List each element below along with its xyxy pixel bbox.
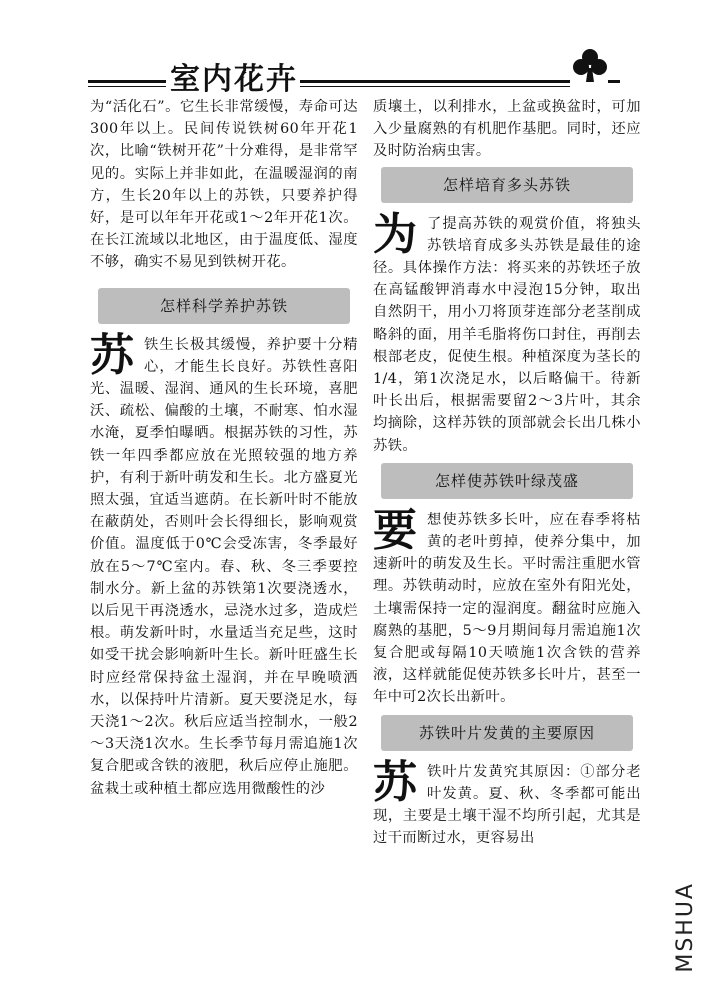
header-line-left-thick (88, 80, 166, 83)
section-heading: 怎样培育多头苏铁 (381, 167, 633, 203)
paragraph-text: 想使苏铁多长叶，应在春季将枯黄的老叶剪掉，使养分集中，加速新叶的萌发及生长。平时需注重肥水管理。苏铁萌动时，应放在室外有阳光处，土壤需保持一定的湿润度。翻盆时应施入腐熟的基肥，5～9月期间每月需追施1次复合肥或每隔10天喷施1次含铁的营养液，这样就能促使苏铁多长叶片，甚至一年中可2次长出新叶。 (373, 511, 641, 706)
paragraph (373, 756, 641, 850)
paragraph (373, 208, 641, 457)
drop-cap: 苏 (373, 756, 418, 808)
section-title: 室内花卉 (170, 62, 298, 97)
section-heading: 苏铁叶片发黄的主要原因 (381, 715, 633, 751)
header-line-left-thin (88, 86, 166, 87)
section-heading: 怎样科学养护苏铁 (98, 288, 350, 324)
paragraph-text: 铁叶片发黄究其原因：①部分老叶发黄。夏、秋、冬季都可能出现，主要是土壤干湿不均所引起，尤其是过干而断过水，更容易出 (373, 763, 641, 847)
header-line-right-thick (300, 80, 570, 83)
drop-cap: 苏 (90, 329, 135, 381)
column-left (90, 96, 358, 800)
paragraph: 质壤土，以利排水，上盆或换盆时，可加入少量腐熟的有机肥作基肥。同时，还应及时防治病虫害。 (373, 99, 641, 160)
club-icon (570, 46, 610, 86)
watermark: MSHUA (673, 882, 698, 973)
header-line-far-right (608, 80, 620, 83)
drop-cap: 要 (373, 504, 418, 556)
drop-cap: 为 (373, 208, 418, 260)
paragraph-text: 铁生长极其缓慢，养护要十分精心，才能生长良好。苏铁性喜阳光、温暖、湿润、通风的生长环境，喜肥沃、疏松、偏酸的土壤，不耐寒、怕水湿水淹，夏季怕曝晒。根据苏铁的习性，苏铁一年四季都应放在光照较强的地方养护，有利于新叶萌发和生长。北方盛夏光照太强，宜适当遮荫。在长新叶时不能放在蔽荫处，否则叶会长得细长，影响观赏价值。温度低于0℃会受冻害，冬季最好放在5～7℃室内。春、秋、冬三季要控制水分。新上盆的苏铁第1次要浇透水，以后见干再浇透水，忌浇水过多，造成烂根。萌发新叶时，水量适当充足些，这时如受干扰会影响新叶生长。新叶旺盛生长时应经常保持盆土湿润，并在早晚喷洒水，以保持叶片清新。夏天要浇足水，每天浇1～2次。秋后应适当控制水，一般2～3天浇1次水。生长季节每月需追施1次复合肥或含铁的液肥，秋后应停止施肥。盆栽土或种植土都应选用微酸性的沙 (90, 336, 358, 797)
paragraph (90, 329, 358, 800)
paragraph-text: 了提高苏铁的观赏价值，将独头苏铁培育成多头苏铁是最佳的途径。具体操作方法：将买来的苏铁坯子放在高锰酸钾消毒水中浸泡15分钟，取出自然阴干，用小刀将顶芽连部分老茎削成略斜的面，用羊毛脂将伤口封住，再削去根部老皮，促使生根。种植深度为茎长的1/4，第1次浇足水，以后略偏干。待新叶长出后，根据需要留2～3片叶，其余均摘除，这样苏铁的顶部就会长出几株小苏铁。 (373, 215, 641, 454)
paragraph: 为“活化石”。它生长非常缓慢，寿命可达300年以上。民间传说铁树60年开花1次，比喻“铁树开花”十分难得，是非常罕见的。实际上并非如此，在温暖湿润的南方，生长20年以上的苏铁，只要养护得好，是可以年年开花或1～2年开花1次。在长江流域以北地区，由于温度低、湿度不够，确实不易见到铁树开花。 (90, 99, 358, 271)
paragraph (373, 504, 641, 709)
section-heading: 怎样使苏铁叶绿茂盛 (381, 463, 633, 499)
header-line-right-thin (300, 86, 570, 87)
column-right (373, 96, 641, 849)
